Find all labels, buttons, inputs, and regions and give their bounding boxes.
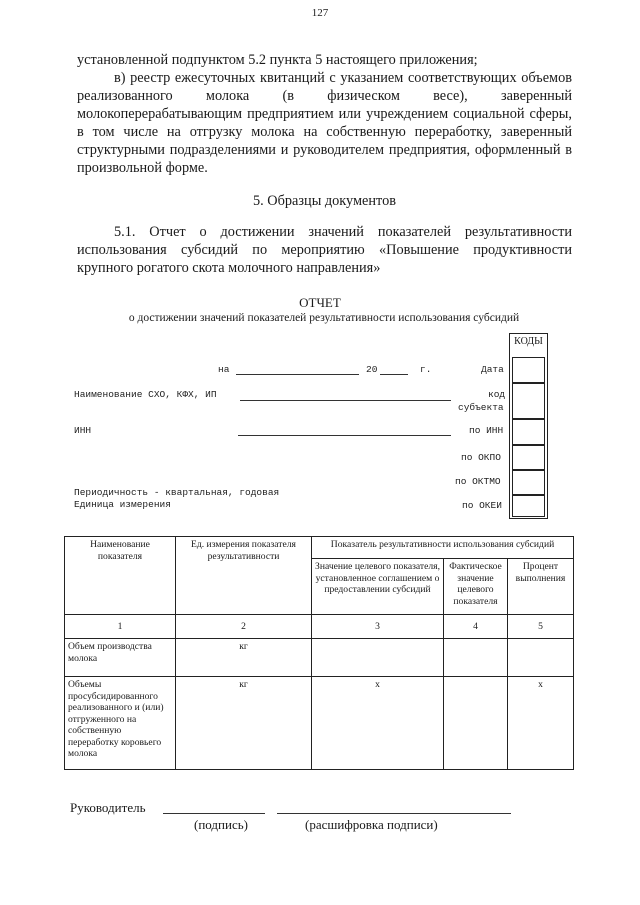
header-group: Показатель результативности использования субсидий bbox=[312, 537, 574, 559]
section-title: 5. Образцы документов bbox=[253, 193, 396, 209]
code-cell-oktmo[interactable] bbox=[512, 470, 545, 495]
signature-line[interactable] bbox=[163, 813, 265, 814]
org-label: Наименование СХО, КФХ, ИП bbox=[74, 389, 217, 400]
row-name: Объем производства молока bbox=[65, 639, 176, 677]
year-line[interactable] bbox=[380, 374, 408, 375]
subject-label-2: субъекта bbox=[458, 402, 504, 413]
header-target: Значение целевого показателя, установленное соглашением о предоставлении субсидий bbox=[312, 559, 444, 615]
subject-label-1: код bbox=[488, 389, 506, 400]
date-label: Дата bbox=[481, 364, 504, 375]
oktmo-label: по ОКТМО bbox=[455, 476, 501, 487]
intro-item-v: в) реестр ежесуточных квитанций с указанием соответствующих объемов реализованного молока (в физическом весе), заверенный молокоперерабатывающим предприятием или учреждением социальной сферы, в том числе на отгрузку молока на собственную переработку, заверенный структурными подразделениями и руководителем предприятия, оформленный в произвольной форме. bbox=[77, 70, 572, 176]
row-unit: кг bbox=[176, 639, 312, 677]
signature-caption: (подпись) bbox=[194, 817, 248, 832]
header-unit: Ед. измерения показателя результативности bbox=[176, 537, 312, 615]
okei-label: по ОКЕИ bbox=[462, 500, 502, 511]
intro-line: установленной подпунктом 5.2 пункта 5 настоящего приложения; bbox=[77, 52, 478, 68]
code-cell-inn[interactable] bbox=[512, 419, 545, 445]
signature-label: Руководитель bbox=[70, 800, 146, 815]
okpo-label: по ОКПО bbox=[461, 452, 501, 463]
header-name: Наименование показателя bbox=[65, 537, 176, 615]
signature-decode-caption: (расшифровка подписи) bbox=[305, 817, 438, 832]
inn-line[interactable] bbox=[238, 435, 451, 436]
header-percent: Процент выполнения bbox=[508, 559, 574, 615]
date-line[interactable] bbox=[236, 374, 359, 375]
code-cell-subject[interactable] bbox=[512, 383, 545, 419]
inn-label: ИНН bbox=[74, 425, 92, 436]
inn-code-label: по ИНН bbox=[469, 425, 504, 436]
report-subtitle: о достижении значений показателей результативности использования субсидий bbox=[128, 312, 520, 324]
row-name: Объемы просубсидированного реализованного и (или) отгруженного на собственную переработку коровьего молока bbox=[65, 677, 176, 770]
signature-decode-line[interactable] bbox=[277, 813, 511, 814]
col-number: 3 bbox=[312, 615, 444, 639]
results-table bbox=[64, 536, 574, 770]
row-actual[interactable] bbox=[444, 639, 508, 677]
row-unit: кг bbox=[176, 677, 312, 770]
periodicity-label: Периодичность - квартальная, годовая bbox=[74, 487, 280, 498]
col-number: 4 bbox=[444, 615, 508, 639]
section-5-1-text: 5.1. Отчет о достижении значений показателей результативности использования субсидий по мероприятию «Повышение продуктивности крупного рогатого скота молочного направления» bbox=[77, 224, 572, 276]
row-actual[interactable] bbox=[444, 677, 508, 770]
table-row bbox=[65, 677, 574, 770]
date-prefix: на bbox=[218, 364, 230, 375]
page-number: 127 bbox=[311, 7, 329, 19]
row-percent[interactable] bbox=[508, 639, 574, 677]
col-number: 2 bbox=[176, 615, 312, 639]
code-cell-okei[interactable] bbox=[512, 495, 545, 517]
row-target[interactable] bbox=[312, 639, 444, 677]
header-actual: Фактическое значение целевого показателя bbox=[444, 559, 508, 615]
code-cell-okpo[interactable] bbox=[512, 445, 545, 470]
codes-header: КОДЫ bbox=[514, 336, 543, 347]
year-suffix: г. bbox=[420, 364, 432, 375]
row-target[interactable]: х bbox=[312, 677, 444, 770]
org-line[interactable] bbox=[240, 400, 451, 401]
report-title: ОТЧЕТ bbox=[299, 295, 341, 310]
row-percent[interactable]: х bbox=[508, 677, 574, 770]
table-row bbox=[65, 639, 574, 677]
col-number: 1 bbox=[65, 615, 176, 639]
code-cell-date[interactable] bbox=[512, 357, 545, 383]
col-number: 5 bbox=[508, 615, 574, 639]
unit-label: Единица измерения bbox=[74, 499, 171, 510]
year-label: 20 bbox=[366, 364, 378, 375]
